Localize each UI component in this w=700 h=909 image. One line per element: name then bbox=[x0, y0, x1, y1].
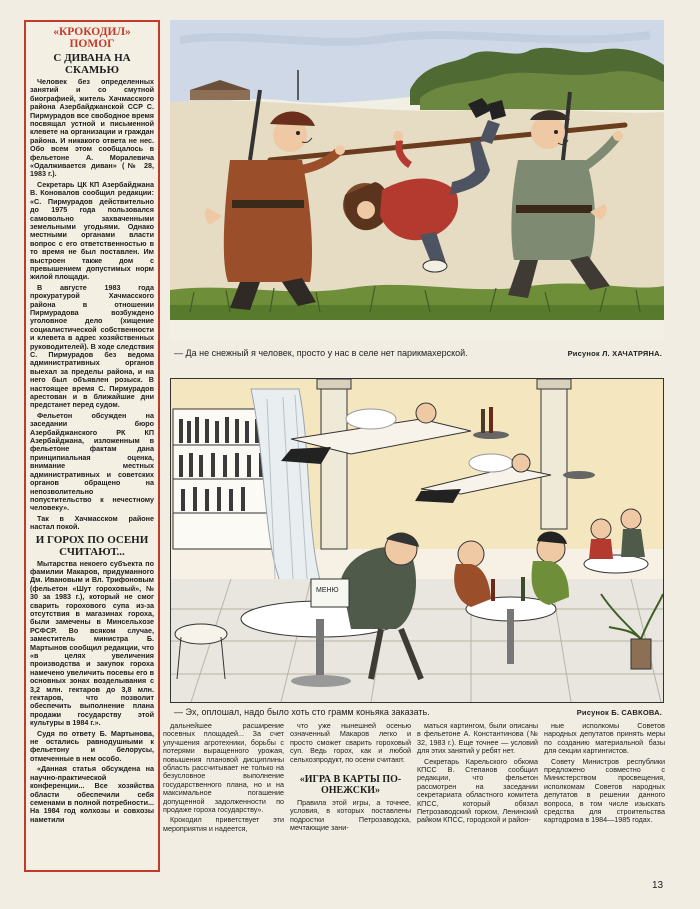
cartoon1-credit: Рисунок Л. ХАЧАТРЯНА. bbox=[567, 349, 662, 358]
cartoon-hunters-illustration bbox=[170, 20, 664, 340]
section2-paragraph: Судя по ответу Б. Мартынова, не остались равнодушными к фельетону и белорусы, отмеченные в нем особо. bbox=[30, 728, 154, 763]
cards-game-heading: «ИГРА В КАРТЫ ПО-ОНЕЖСКИ» bbox=[299, 774, 402, 797]
section1-paragraph: Так в Хачмасском районе настал покой. bbox=[30, 513, 154, 532]
text-column-3 bbox=[417, 722, 538, 872]
section2-paragraph: Мытарства некоего субъекта по фамилии Макаров, придуманного Дм. Ивановым и Вл. Трифоновым (фельетон «Шут гороховый», № 30 за 1983 г.), который не смог сварить горохового супа из-за отсутствия в магазинах гороха, были замечены в Минсельхозе РСФСР. Во всяком случае, заместитель министра Б. Мартынов сообщил редакции, что «в целях увеличения производства и закупок гороха намечено увеличить посевы его в основных зонах возделывания с 3,2 млн. гектаров до 3,8 млн. гектаров, что позволит обеспечить выполнение плана продажи государству этой культуры в 1984 г.». bbox=[30, 558, 154, 728]
section2-paragraph: «Данная статья обсуждена на научно-практической конференции... Все хозяйства области обеспечили себя семенами в полной потребности... На 1984 год колхозы и совхозы наметили bbox=[30, 764, 154, 824]
text-column-1 bbox=[163, 722, 284, 872]
column-paragraph: что уже нынешней осенью означенный Макаров легко и просто сможет сварить гороховый суп. Ведь горох, как и любой сельхозпродукт, по осени считают. bbox=[290, 722, 411, 764]
section1-paragraph: Фельетон обсужден на заседании бюро Азербайджанского РК КП Азербайджана, изложенным в фельетоне фактам дана принципиальная оценка, внимание местных административных и советских органов обращено на непозволительно попустительство к нечестному человеку». bbox=[30, 410, 154, 513]
text-column-4 bbox=[544, 722, 665, 872]
section1-paragraph: Секретарь ЦК КП Азербайджана В. Коновалов сообщил редакции: «С. Пирмурадов действительно до 1975 года пользовался самовольно захваченными земельными угодьями. Однако местными органами власти вопрос с его ответственностью в то время не был поставлен. Им выстроен также дом с превышением допустимых норм жилой площади. bbox=[30, 179, 154, 282]
column-paragraph: маться картингом, были описаны в фельетоне А. Константинова (№ 32, 1983 г.). Еще точнее — условий для этих занятий у ребят нет. bbox=[417, 722, 538, 756]
sidebar-main-heading: «КРОКОДИЛ» ПОМОГ bbox=[53, 26, 131, 50]
bottom-text-columns bbox=[163, 722, 665, 872]
column-paragraph: Правила этой игры, а точнее, условия, в которых поставлены подростки Петрозаводска, мечтающие зани- bbox=[290, 798, 411, 833]
column-paragraph: ные исполкомы Советов народных депутатов принять меры по созданию материальной базы для секции картингистов. bbox=[544, 722, 665, 756]
column-paragraph: дальнейшее расширение посевных площадей... За счет улучшения агротехники, борьбы с потерями выращенного урожая, повышения плановой дисциплины область рассчитывает не только на безусловное выполнение государственного плана, но и на максимальное погашение допущенной задолженности по продаже гороха государству». bbox=[163, 722, 284, 815]
text-column-2 bbox=[290, 722, 411, 872]
cartoon1-caption: — Да не снежный я человек, просто у нас в селе нет парикмахерской. bbox=[174, 348, 468, 358]
page-number: 13 bbox=[652, 880, 664, 891]
section2-heading: И ГОРОХ ПО ОСЕНИ СЧИТАЮТ... bbox=[35, 533, 149, 558]
menu-sign: МЕНЮ bbox=[316, 587, 339, 594]
cartoon2-credit: Рисунок Б. САВКОВА. bbox=[576, 708, 662, 717]
section1-paragraph: Человек без определенных занятий и со смутной биографией, житель Хачмасского района Азербайджанской ССР С. Пирмурадов все свободное время посвящал устной и письменной клевете на организации и граждан района. И никакого ответа не нес. Обо всем этом сообщалось в фельетоне А. Моралевича «Одалживается диван» (№ 28, 1983 г.). bbox=[30, 77, 154, 179]
cartoon1-caption-row bbox=[174, 348, 662, 358]
column-paragraph: Совету Министров республики предложено совместно с Министерством просвещения, исполкомам Советов народных депутатов в решении данного вопроса, в том числе изыскать средства для строительства картодрома в 1984—1985 годах. bbox=[544, 756, 665, 825]
column-paragraph: Крокодил приветствует эти мероприятия и надеется, bbox=[163, 815, 284, 833]
column-paragraph: Секретарь Карельского обкома КПСС В. Степанов сообщил редакции, что фельетон рассмотрен на заседании секретариата областного комитета КПСС, который обязал Петрозаводский горком, Ленинский райком КПСС, городской и район- bbox=[417, 756, 538, 825]
sidebar-crocodile-helped bbox=[24, 20, 160, 872]
cartoon-restaurant-illustration bbox=[170, 378, 664, 703]
cartoon2-caption-row bbox=[174, 707, 662, 717]
cartoon2-caption: — Эх, оплошал, надо было хоть сто грамм коньяка заказать. bbox=[174, 707, 430, 717]
section1-heading: С ДИВАНА НА СКАМЬЮ bbox=[53, 52, 131, 76]
section1-paragraph: В августе 1983 года прокуратурой Хачмасского района в отношении Пирмурадова возбуждено уголовное дело (хищение социалистической собственности и клевета в адрес хозяйственных руководителей). В ходе следствия С. Пирмурадов без ведома административных органов выехал за пределы района, и на него был объявлен розыск. В настоящее время С. Пирмурадов арестован и в ближайшие дни предстанет перед судом. bbox=[30, 282, 154, 410]
